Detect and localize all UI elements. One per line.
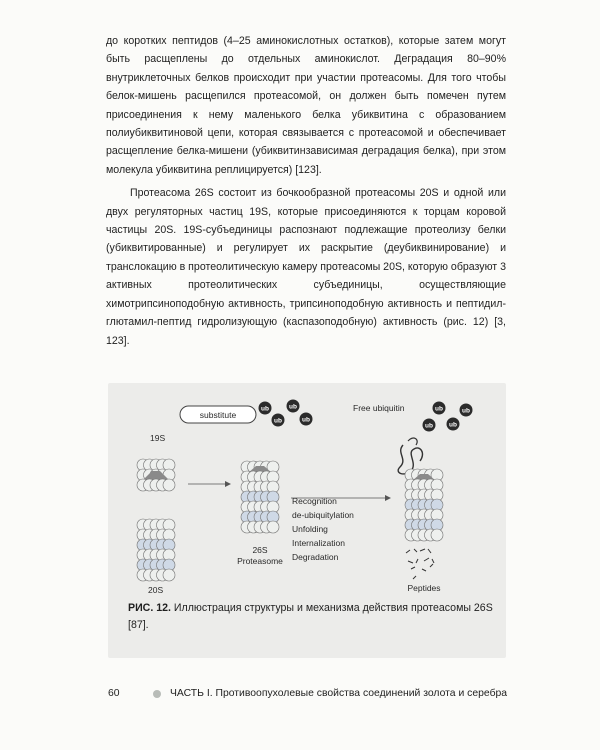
label-peptides: Peptides xyxy=(407,583,441,593)
ubiquitin-ball-label: ub xyxy=(449,421,457,429)
cap-sphere xyxy=(163,479,175,491)
process-steps xyxy=(292,496,354,562)
caption-prefix: РИС. 12. xyxy=(128,602,171,614)
ubiquitin-ball-label: ub xyxy=(289,403,297,411)
label-20s: 20S xyxy=(148,585,164,595)
process-step: Internalization xyxy=(292,538,345,548)
free-ubiquitin-label: Free ubiquitin xyxy=(353,403,405,413)
process-step: Degradation xyxy=(292,552,339,562)
peptide-fragments xyxy=(406,549,434,579)
process-step: de-ubiquitylation xyxy=(292,510,354,520)
ubiquitin-ball-label: ub xyxy=(274,417,282,425)
ubiquitin-ball-label: ub xyxy=(425,422,433,430)
page-footer xyxy=(108,686,508,702)
core-sphere xyxy=(163,569,175,581)
running-head: ЧАСТЬ I. Противоопухолевые свойства соединений золота и серебра xyxy=(170,688,508,699)
body-paragraph: до коротких пептидов (4–25 аминокислотных остатков), которые затем могут быть расщеплены до отдельных аминокислот. Деградация 80–90% внутриклеточных белков происходит при участии протеасомы. Для того чтобы белок-мишень расщепился протеасомой, он должен быть помечен путем присоединения к нему маленького белка убиквитина с образованием полиубиквитиновой цепи, которая связывается с протеасомой и обеспечивает расщепление белка-мишени (убиквитинзависимая деградация белка), при этом молекула убиквитина реплицируется) [123]. xyxy=(106,35,506,176)
body-paragraph: Протеасома 26S состоит из бочкообразной протеасомы 20S и одной или двух регуляторных частиц 19S, которые присоединяются к торцам коровой частицы 20S. 19S-субъединицы распознают подлежащие протеолизу белки (убиквитированные) и регулирует их раскрытие (деубиквинирование) и транслокацию в протеолитическую камеру протеасомы 20S, которую образуют 3 активных протеолитических субъединицы, осуществляющие химотрипсиноподобную активность, трипсиноподобную активность и пептидил-глютамил-пептид гидролизующую (каспазоподобную) активность (рис. 12) [3, 123]. xyxy=(106,187,506,347)
label-26s: 26S xyxy=(252,545,268,555)
process-step: Unfolding xyxy=(292,524,328,534)
ubiquitin-cluster-left xyxy=(259,400,313,427)
footer-dot-icon xyxy=(153,690,161,698)
body-text xyxy=(106,32,506,350)
ubiquitin-ball-label: ub xyxy=(435,405,443,413)
page-number: 60 xyxy=(108,688,120,699)
core-sphere xyxy=(267,521,279,533)
proteasome-20s xyxy=(137,519,175,581)
figure-caption xyxy=(128,600,493,634)
arrow-degradation-head xyxy=(385,495,391,501)
proteasome-19s xyxy=(137,459,175,491)
proteasome-26s xyxy=(241,461,279,533)
caption-text: Иллюстрация структуры и механизма действия протеасомы 26S [87]. xyxy=(128,602,493,631)
process-step: Recognition xyxy=(292,496,337,506)
ubiquitin-cluster-right xyxy=(423,402,473,432)
ubiquitin-ball-label: ub xyxy=(302,416,310,424)
proteasome-26s-degrading xyxy=(405,469,443,541)
substitute-label: substitute xyxy=(199,410,237,420)
arrow-assembly-head xyxy=(225,481,231,487)
ubiquitin-ball-label: ub xyxy=(462,407,470,415)
unfolding-substrate xyxy=(408,438,417,445)
label-19s: 19S xyxy=(150,433,166,443)
label-proteasome: Proteasome xyxy=(237,556,283,566)
ubiquitin-ball-label: ub xyxy=(261,405,269,413)
core-sphere xyxy=(431,529,443,541)
